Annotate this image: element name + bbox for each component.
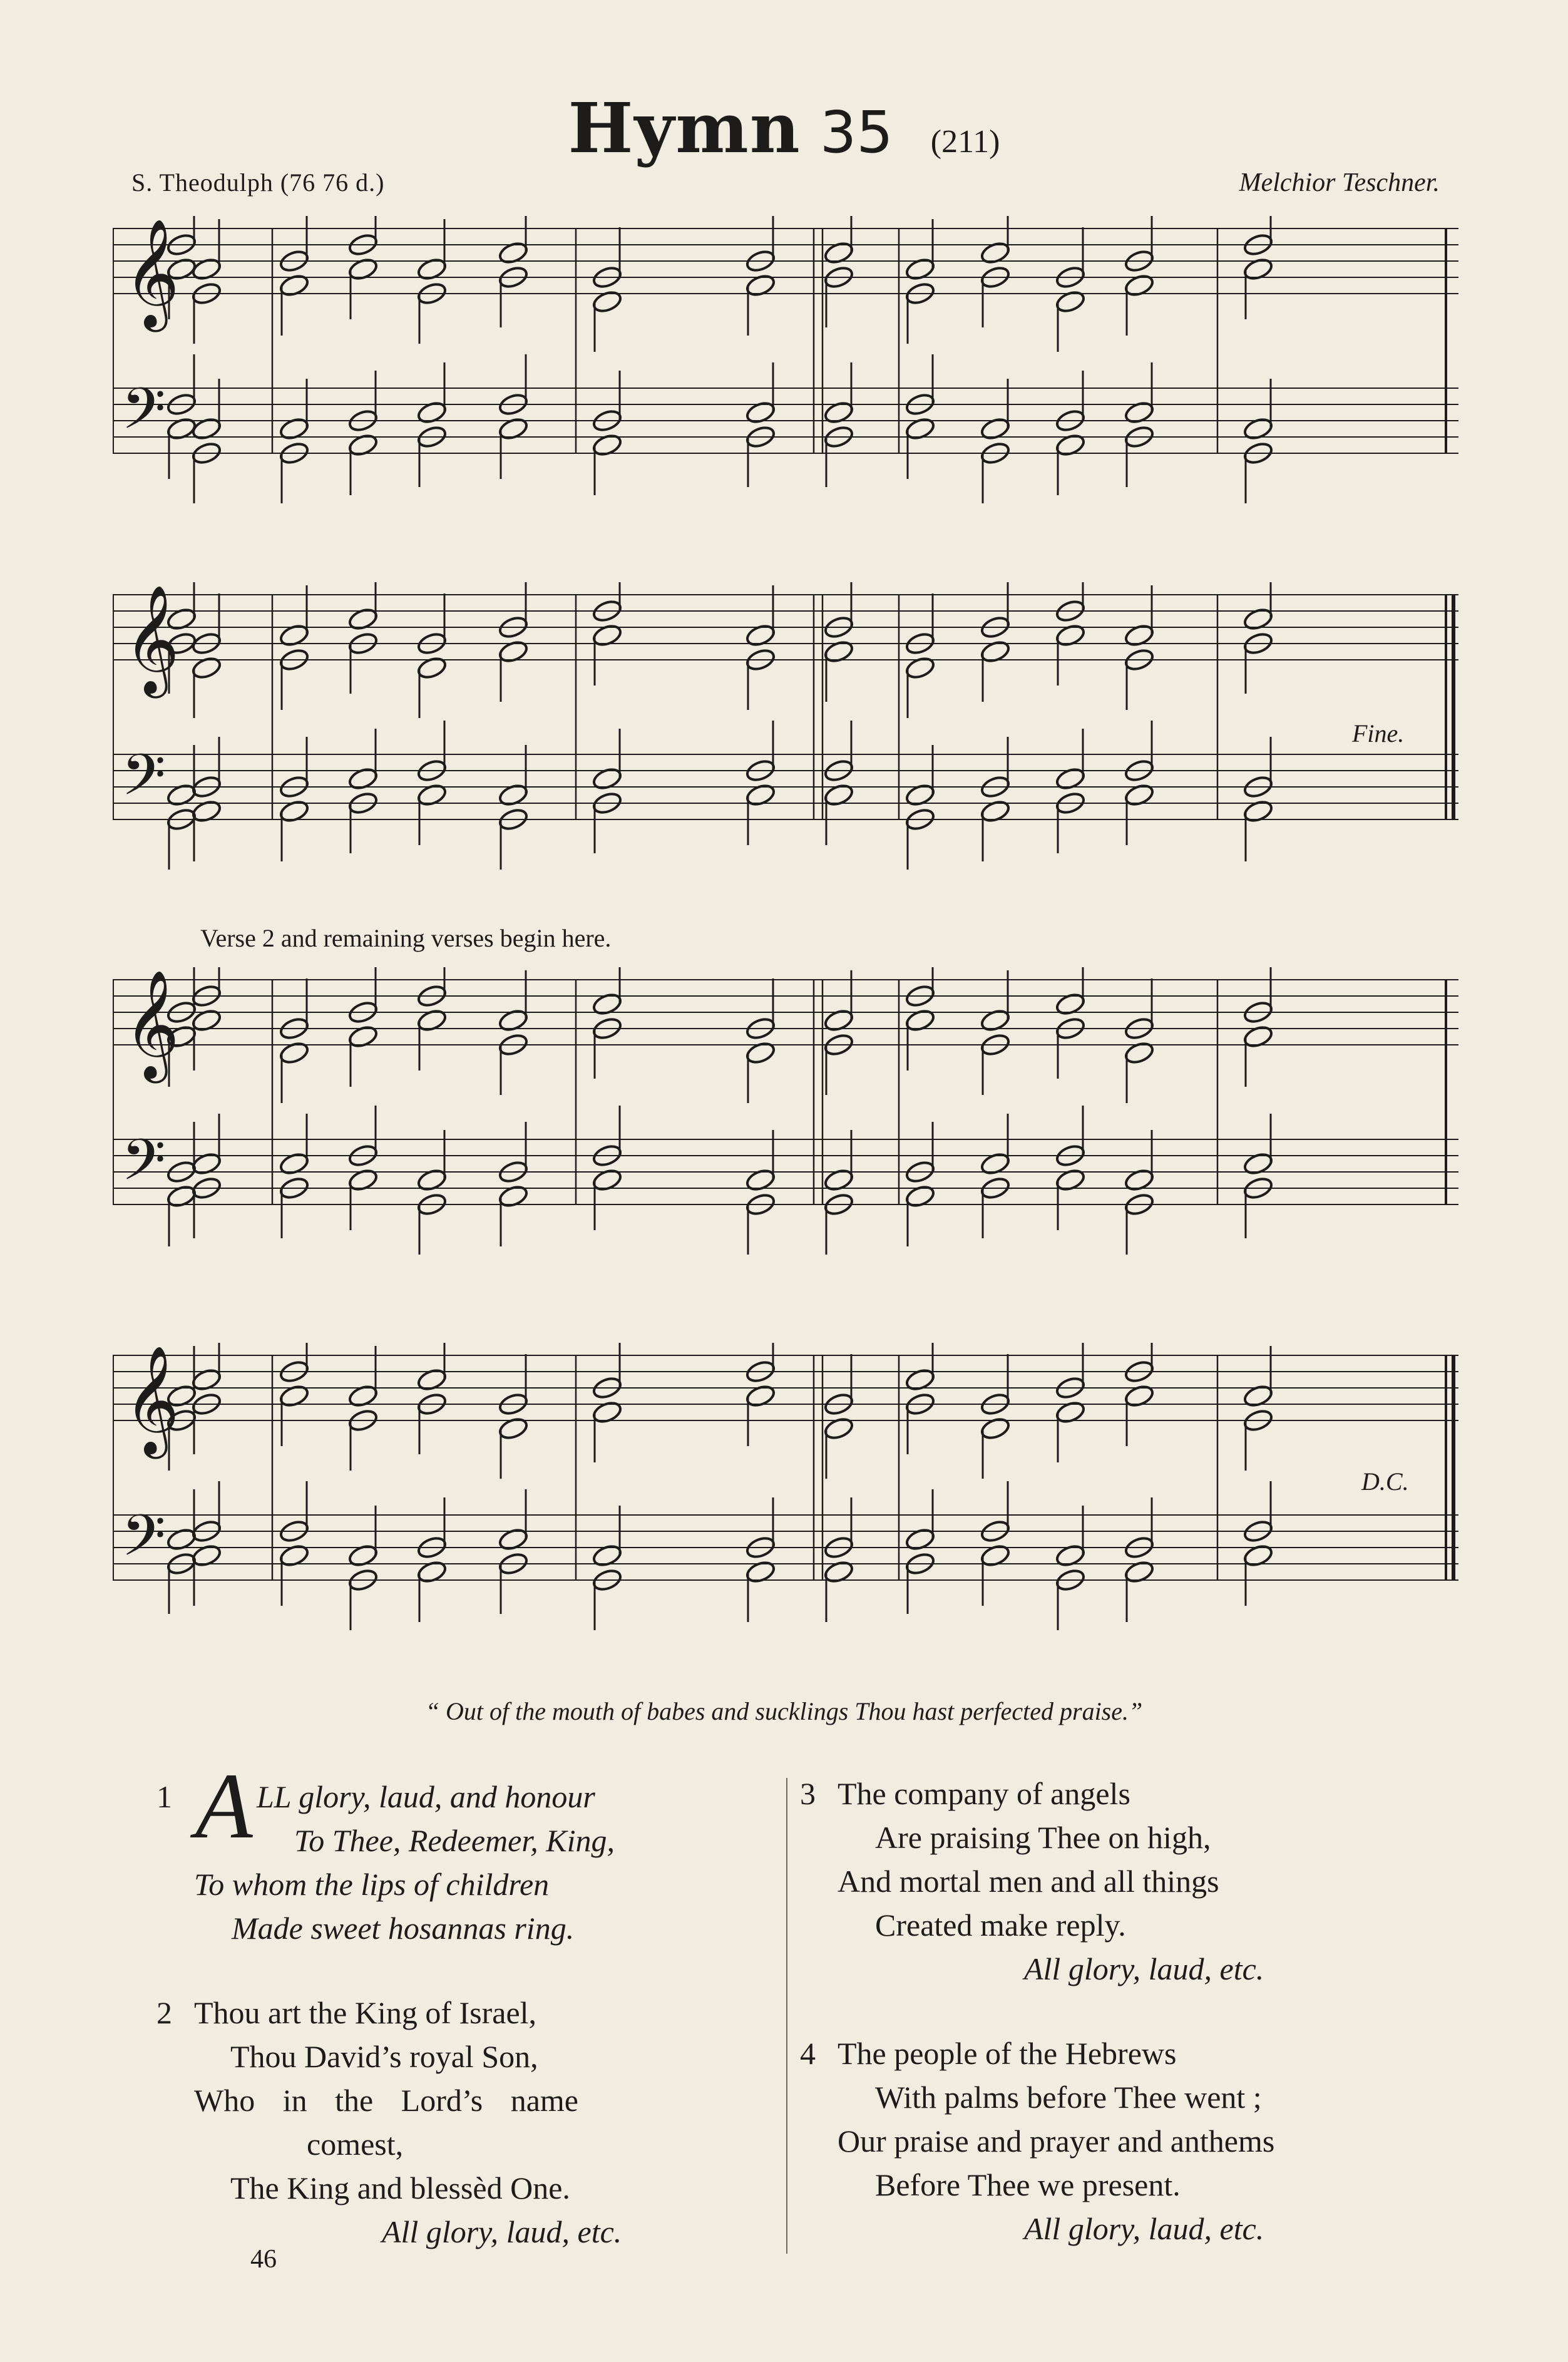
notes xyxy=(166,582,1274,870)
hymn-word: Hymn xyxy=(568,88,801,168)
verse-number: 4 xyxy=(800,2036,816,2071)
notes xyxy=(166,1343,1274,1630)
verse-instruction: Verse 2 and remaining verses begin here. xyxy=(200,924,612,952)
verse-number: 2 xyxy=(156,1995,172,2030)
verse-line: Thou David’s royal Son, xyxy=(230,2039,538,2074)
scripture-quote: “ Out of the mouth of babes and sucklings Thou hast perfected praise.” xyxy=(425,1697,1143,1725)
verse-line: Made sweet hosannas ring. xyxy=(232,1911,575,1946)
page-reference: (211) xyxy=(930,124,1000,160)
bass-clef-icon: 𝄢 xyxy=(121,742,166,822)
verse-line: To whom the lips of children xyxy=(194,1867,550,1902)
verse-refrain: All glory, laud, etc. xyxy=(1024,1951,1264,1986)
column-divider xyxy=(786,1778,787,2254)
notes xyxy=(166,967,1274,1255)
verse-line: The King and blessèd One. xyxy=(230,2170,570,2205)
dc-marking: D.C. xyxy=(1361,1467,1409,1496)
verse-line: Thou art the King of Israel, xyxy=(194,1995,537,2030)
tune-name: S. Theodulph (76 76 d.) xyxy=(131,168,385,197)
verse-refrain: All glory, laud, etc. xyxy=(1024,2211,1264,2246)
treble-clef-icon: 𝄞 xyxy=(124,1345,180,1454)
treble-clef-icon: 𝄞 xyxy=(124,585,180,694)
music-system-4 xyxy=(113,1343,1458,1637)
verse-line: With palms before Thee went ; xyxy=(875,2080,1262,2115)
treble-clef-icon: 𝄞 xyxy=(124,970,180,1079)
notes xyxy=(166,216,1274,503)
verse-number: 1 xyxy=(156,1779,172,1814)
verse-line: Before Thee we present. xyxy=(875,2167,1181,2202)
verse-number: 3 xyxy=(800,1776,816,1811)
music-system-3 xyxy=(113,967,1458,1261)
verse-line: And mortal men and all things xyxy=(838,1864,1219,1899)
verse-line: LL glory, laud, and honour xyxy=(257,1779,595,1814)
music-system-2 xyxy=(113,582,1458,876)
music-system-1 xyxy=(113,216,1458,510)
hymn-title xyxy=(0,88,1568,168)
page-number: 46 xyxy=(250,2245,277,2274)
verse-line: Created make reply. xyxy=(875,1908,1126,1943)
verse-line: Are praising Thee on high, xyxy=(875,1820,1211,1855)
verse-line: The company of angels xyxy=(838,1776,1130,1811)
fine-marking: Fine. xyxy=(1352,719,1405,747)
composer: Melchior Teschner. xyxy=(1239,168,1440,197)
treble-clef-icon: 𝄞 xyxy=(124,218,180,327)
verse-line: Our praise and prayer and anthems xyxy=(838,2123,1275,2159)
verse-line: The people of the Hebrews xyxy=(838,2036,1177,2071)
barlines xyxy=(113,228,1446,453)
verse-line: comest, xyxy=(307,2127,404,2162)
staff-lines xyxy=(113,980,1458,1204)
drop-cap: A xyxy=(195,1754,253,1858)
verse-line: To Thee, Redeemer, King, xyxy=(294,1823,615,1858)
verse-refrain: All glory, laud, etc. xyxy=(382,2214,622,2249)
bass-clef-icon: 𝄢 xyxy=(121,1502,166,1583)
bass-clef-icon: 𝄢 xyxy=(121,1127,166,1207)
verse-line: Who in the Lord’s name xyxy=(194,2083,578,2118)
bass-clef-icon: 𝄢 xyxy=(121,376,166,456)
hymn-number: 35 xyxy=(819,99,893,166)
